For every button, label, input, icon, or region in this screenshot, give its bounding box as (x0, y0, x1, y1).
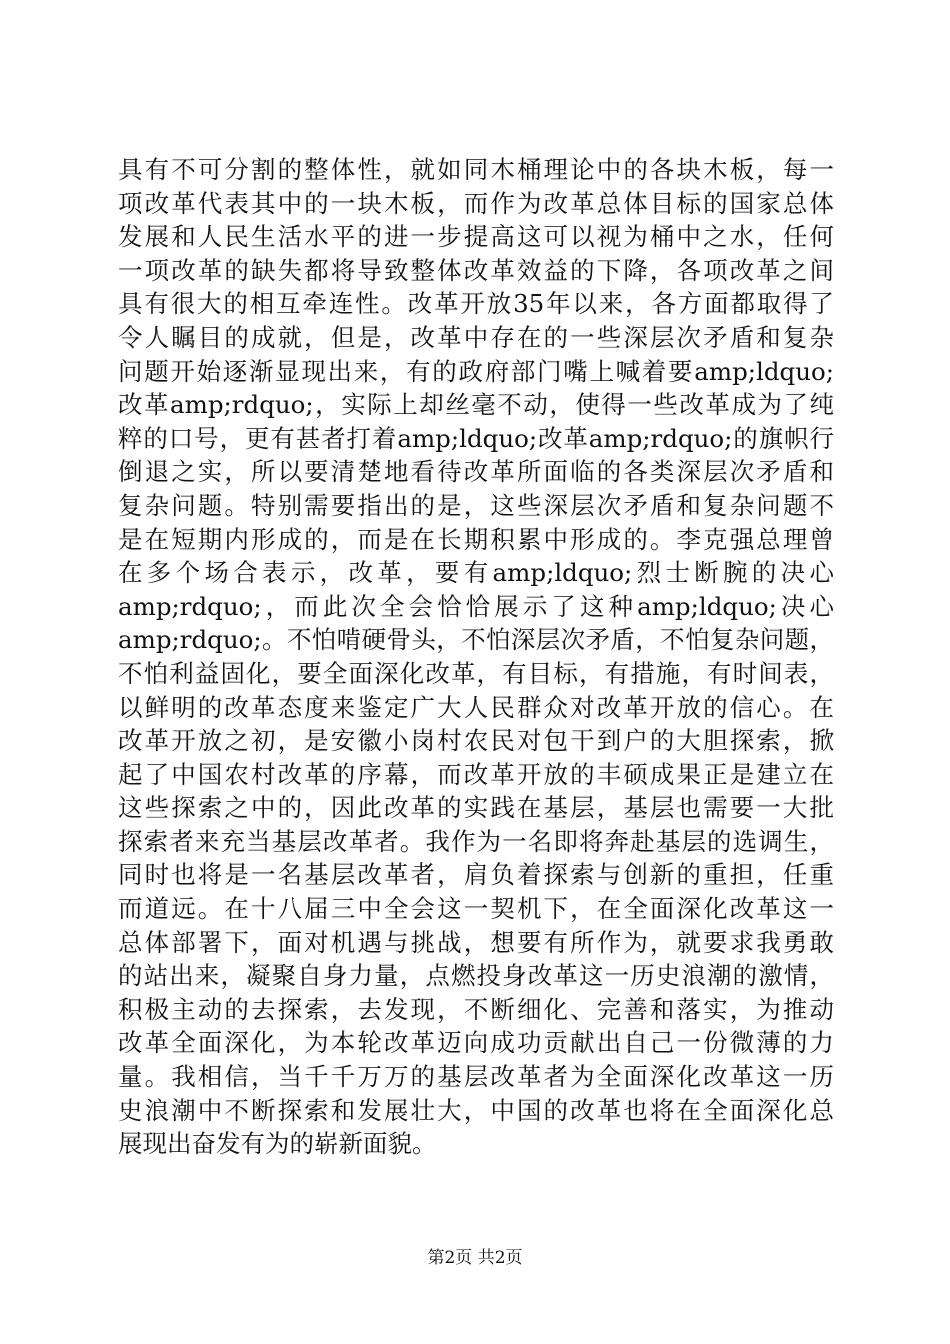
text-line: amp;rdquo;，而此次全会恰恰展示了这种amp;ldquo;决心 (118, 591, 834, 621)
text-line: 发展和人民生活水平的进一步提高这可以视为桶中之水，任何 (118, 222, 834, 252)
text-line: amp;rdquo;。不怕啃硬骨头，不怕深层次矛盾，不怕复杂问题， (118, 625, 834, 655)
text-line: 以鲜明的改革态度来鉴定广大人民群众对改革开放的信心。在 (118, 692, 834, 722)
text-line: 探索者来充当基层改革者。我作为一名即将奔赴基层的选调生， (118, 826, 834, 856)
page-footer: 第2页 共2页 (427, 1248, 523, 1268)
text-line: 是在短期内形成的，而是在长期积累中形成的。李克强总理曾 (118, 524, 834, 554)
text-line: 倒退之实，所以要清楚地看待改革所面临的各类深层次矛盾和 (118, 457, 834, 487)
text-line: 同时也将是一名基层改革者，肩负着探索与创新的重担，任重 (118, 860, 834, 890)
text-line: 展现出奋发有为的崭新面貌。 (118, 1129, 437, 1159)
body-paragraph (118, 153, 834, 1161)
text-line: 一项改革的缺失都将导致整体改革效益的下降，各项改革之间 (118, 255, 834, 285)
text-line: 而道远。在十八届三中全会这一契机下，在全面深化改革这一 (118, 894, 834, 924)
text-line: 具有不可分割的整体性，就如同木桶理论中的各块木板，每一 (118, 155, 834, 184)
text-line: 项改革代表其中的一块木板，而作为改革总体目标的国家总体 (118, 188, 834, 218)
text-line: 不怕利益固化，要全面深化改革，有目标，有措施，有时间表， (118, 658, 834, 688)
text-line: 史浪潮中不断探索和发展壮大，中国的改革也将在全面深化总 (118, 1095, 834, 1125)
text-line: 积极主动的去探索，去发现，不断细化、完善和落实，为推动 (118, 994, 834, 1024)
text-line: 改革全面深化，为本轮改革迈向成功贡献出自己一份微薄的力 (118, 1028, 834, 1058)
text-line: 改革amp;rdquo;，实际上却丝毫不动，使得一些改革成为了纯 (118, 390, 834, 420)
text-line: 的站出来，凝聚自身力量，点燃投身改革这一历史浪潮的激情， (118, 961, 834, 991)
text-line: 改革开放之初，是安徽小岗村农民对包干到户的大胆探索，掀 (118, 726, 834, 756)
text-line: 这些探索之中的，因此改革的实践在基层，基层也需要一大批 (118, 793, 834, 823)
text-line: 在多个场合表示，改革，要有amp;ldquo;烈士断腕的决心 (118, 558, 834, 588)
text-line: 起了中国农村改革的序幕，而改革开放的丰硕成果正是建立在 (118, 759, 834, 789)
text-line: 令人瞩目的成就，但是，改革中存在的一些深层次矛盾和复杂 (118, 322, 834, 352)
text-line: 量。我相信，当千千万万的基层改革者为全面深化改革这一历 (118, 1062, 834, 1092)
text-line: 具有很大的相互牵连性。改革开放35年以来，各方面都取得了 (118, 289, 834, 319)
text-line: 粹的口号，更有甚者打着amp;ldquo;改革amp;rdquo;的旗帜行 (118, 423, 834, 453)
text-line: 总体部署下，面对机遇与挑战，想要有所作为，就要求我勇敢 (118, 927, 834, 957)
text-line: 问题开始逐渐显现出来，有的政府部门嘴上喊着要amp;ldquo; (118, 356, 834, 386)
text-line: 复杂问题。特别需要指出的是，这些深层次矛盾和复杂问题不 (118, 490, 834, 520)
